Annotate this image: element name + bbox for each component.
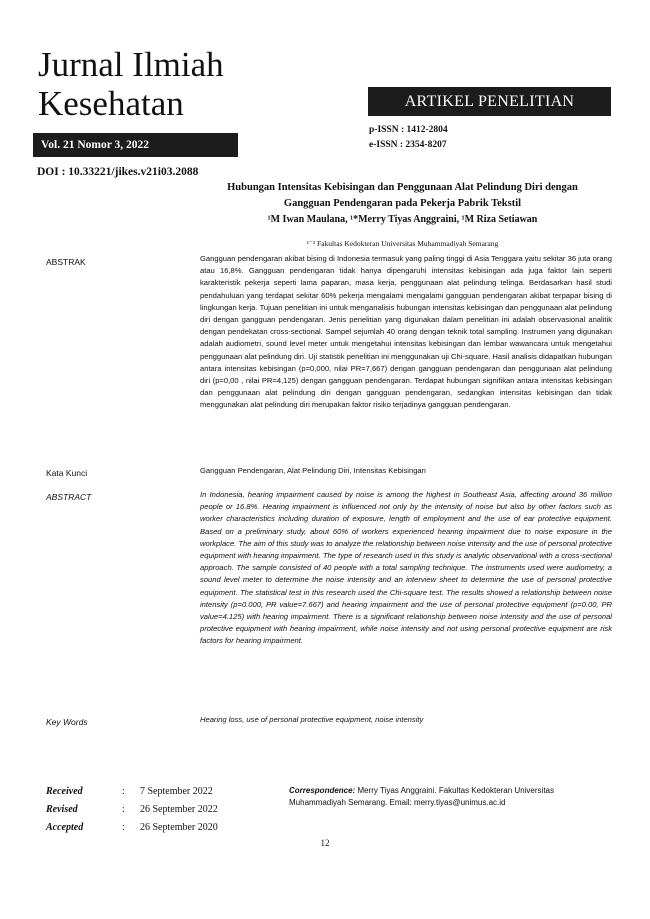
revised-date: 26 September 2022 bbox=[140, 804, 218, 815]
correspondence-text[interactable]: Merry Tiyas Anggraini. Fakultas Kedokteran Universitas Muhammadiyah Semarang. Email: merry.tiyas@unimus.ac.id bbox=[289, 786, 554, 807]
key-words-label: Key Words bbox=[46, 717, 88, 727]
correspondence bbox=[289, 785, 609, 809]
abstrak-label: ABSTRAK bbox=[46, 257, 86, 267]
page-number: 12 bbox=[320, 838, 330, 848]
e-issn: e-ISSN : 2354-8207 bbox=[369, 140, 447, 150]
article-title-line1: Hubungan Intensitas Kebisingan dan Penggunaan Alat Pelindung Diri dengan bbox=[227, 182, 578, 193]
authors: ¹M Iwan Maulana, ¹*Merry Tiyas Anggraini, ¹M Riza Setiawan bbox=[267, 214, 538, 225]
p-issn: p-ISSN : 1412-2804 bbox=[369, 125, 448, 135]
affiliation: ¹⁻³ Fakultas Kedokteran Universitas Muhammadiyah Semarang bbox=[306, 239, 499, 248]
received-colon: : bbox=[122, 786, 125, 797]
accepted-label: Accepted bbox=[46, 822, 84, 833]
accepted-date: 26 September 2020 bbox=[140, 822, 218, 833]
abstract-label: ABSTRACT bbox=[46, 492, 92, 502]
received-label: Received bbox=[46, 786, 83, 797]
journal-title-line2: Kesehatan bbox=[38, 84, 184, 123]
received-date: 7 September 2022 bbox=[140, 786, 213, 797]
revised-colon: : bbox=[122, 804, 125, 815]
volume-banner: Vol. 21 Nomor 3, 2022 bbox=[33, 133, 238, 157]
journal-title bbox=[38, 45, 224, 123]
kata-kunci-label: Kata Kunci bbox=[46, 468, 88, 478]
accepted-colon: : bbox=[122, 822, 125, 833]
abstract-text: In Indonesia, hearing impairment caused by noise is among the highest in Southeast Asia, affecting around 36 million people or 16.8%. Hearing impairment is influenced not only by the intensity of noise but also by other factors such as worker characteristics including duration of exposure, length of employment and the use of ear protective equipment. Based on a preliminary study, about 60% of workers experienced hearing impairment due to noise exposure in the workplace. The aim of this study was to analyze the relationship between noise intensity and the use of personal protective equipment with hearing impairment. The type of research used in this study is analytic observational with a cross-sectional approach. The sample consisted of 40 people with a total sampling technique. The instruments used were audiometry, a sound level meter to determine the noise intensity and an interview sheet to determine the use of personal protective equipment. The statistical test in this research used the Chi-square test. The results showed a relationship between noise intensity (p=0.000, PR value=7.667) and hearing impairment and the use of personal protective equipment (p=0.00, PR value=4.125) with hearing impairment. There is a significant relationship between noise intensity and the use of personal protective equipment with hearing impairment, while noise intensity and not using personal protective equipment are risk factors for hearing impairment. bbox=[200, 490, 612, 646]
revised-label: Revised bbox=[46, 804, 78, 815]
abstrak-text: Gangguan pendengaran akibat bising di Indonesia termasuk yang paling tinggi di Asia Tenggara yaitu sekitar 36 juta orang atau 16,8%. Gangguan pendengaran tidak hanya dipengaruhi intensitas kebisingan ada juga faktor lain seperti karakteristik pekerja seperti lama paparan, masa kerja, penggunaan alat pelindung telinga. Berdasarkan hasil studi pendahuluan yang terdapat sekitar 60% pekerja mengalami mengalami gangguan pendengaran akibat terpapar bising di lingkungan kerja. Tujuan penelitian ini untuk menganalisis hubungan intensitas kebisingan dan penggunaan alat pelindung diri dengan gangguan pendengaran. Jenis penelitian yang digunakan dalam penelitian ini adalah observasional analitik dengan pendekatan cross-sectional. Sampel sejumlah 40 orang dengan teknik total sampling. Instrumen yang digunakan adalah audiometri, sound level meter untuk mengetahui intensitas kebisingan dan lembar wawancara untuk mengetahui penggunaan alat pelindung diri. Uji statistik penelitian ini menggunakan uji Chi-square. Hasil analisis didapatkan hubungan antara intensitas kebisingan (p=0,000, nilai PR=7,667) dengan gangguan pendengaran dan penggunaan alat pelindung diri (p=0,00 , nilai PR=4,125) dengan gangguan pendengaran. Terdapat hubungan signifikan antara intensitas kebisingan dan penggunaan alat pelindung diri dengan gangguan pendengaran, sedangkan intensitas kebisingan dan tidak menggunakan alat pelindung diri merupakan faktor risiko terjadinya gangguan pendengaran. bbox=[200, 254, 612, 410]
key-words-text: Hearing loss, use of personal protective equipment, noise intensity bbox=[200, 715, 424, 724]
article-type-banner: ARTIKEL PENELITIAN bbox=[368, 87, 611, 116]
article-title-line2: Gangguan Pendengaran pada Pekerja Pabrik Tekstil bbox=[283, 198, 522, 209]
kata-kunci-text: Gangguan Pendengaran, Alat Pelindung Diri, Intensitas Kebisingan bbox=[200, 466, 426, 475]
journal-title-line1: Jurnal Ilmiah bbox=[38, 45, 224, 84]
correspondence-label: Correspondence: bbox=[289, 786, 356, 795]
doi[interactable]: DOI : 10.33221/jikes.v21i03.2088 bbox=[37, 166, 199, 178]
